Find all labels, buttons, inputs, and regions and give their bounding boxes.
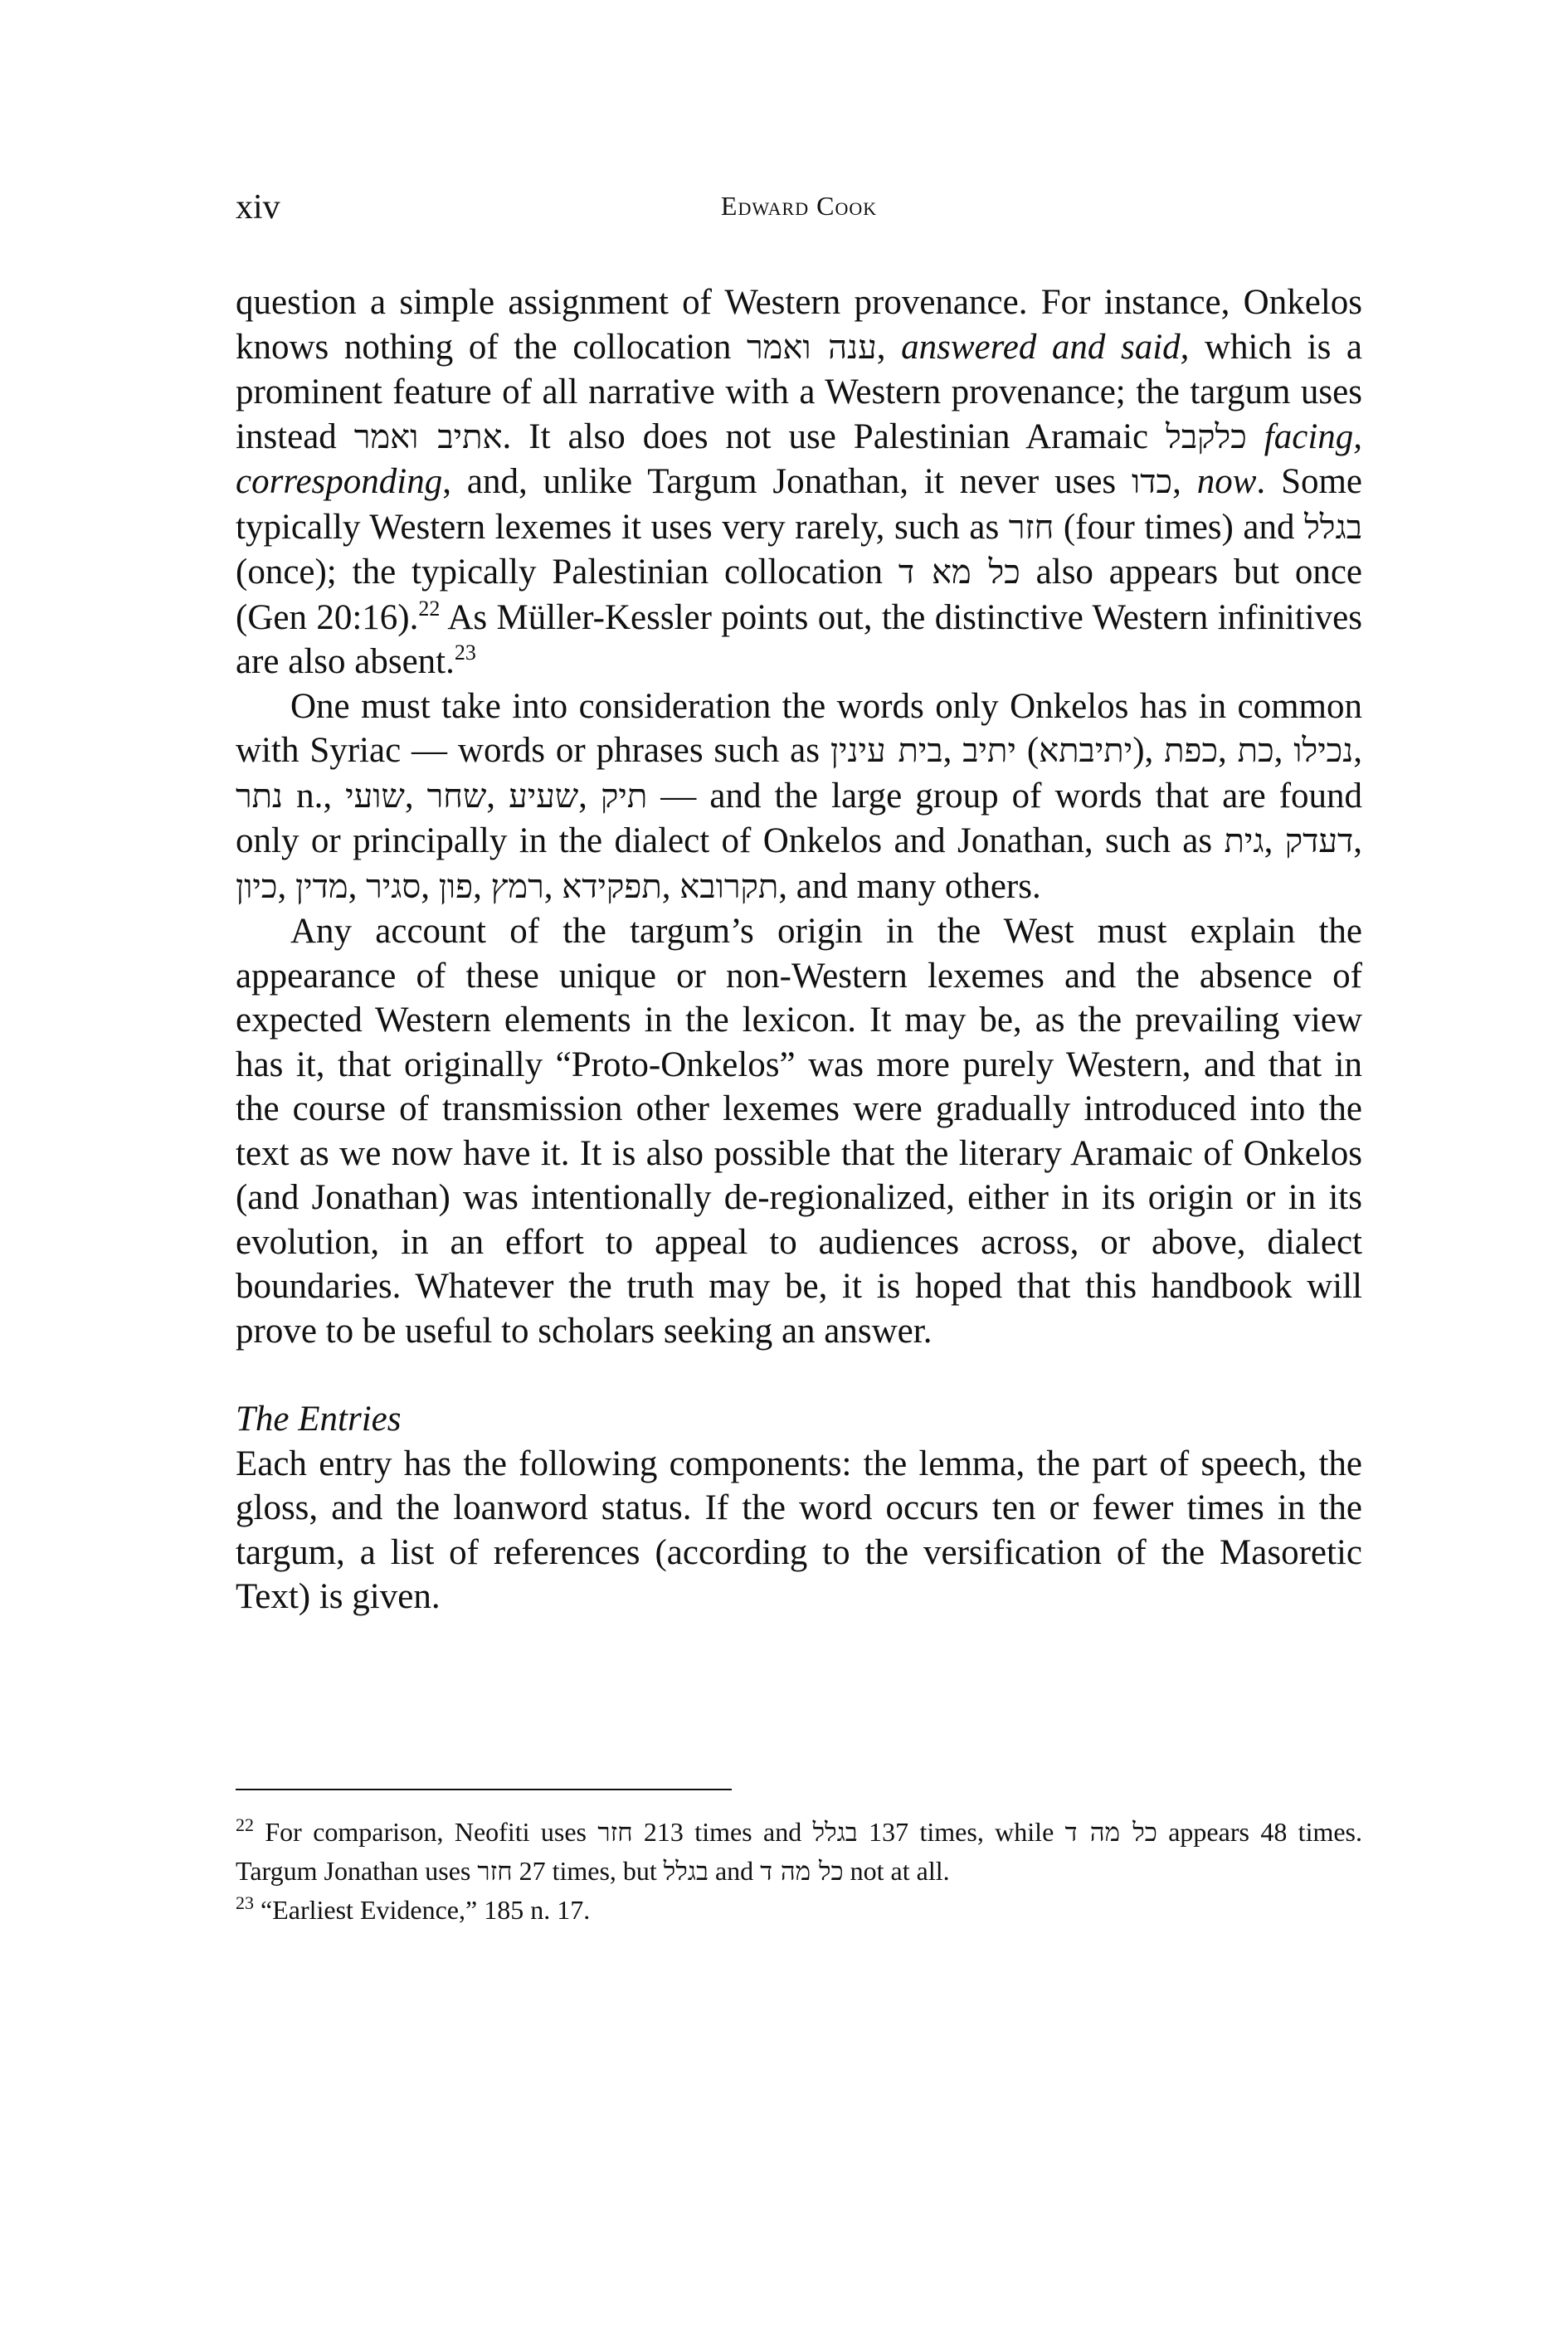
- hebrew-term: סגיר: [366, 867, 421, 906]
- hebrew-term: כל מא ד: [898, 553, 1020, 592]
- text-span: . Some typically Western lexemes it uses very rarely, such as: [236, 462, 1363, 547]
- hebrew-term: אתיב ואמר: [353, 417, 503, 456]
- text-span: — and the large group of words that are found only or principally in the dialect of Onkelos and Jonathan, such as: [236, 776, 1363, 860]
- text-span: (once); the typically Palestinian collocation: [236, 553, 898, 592]
- hebrew-term: בגלל: [812, 1818, 858, 1848]
- hebrew-term: כל מה ד: [1064, 1818, 1157, 1848]
- text-span: ,: [421, 866, 439, 906]
- text-span: ,: [942, 731, 963, 770]
- footnote-number: 23: [236, 1892, 254, 1913]
- hebrew-term: כפת: [1164, 732, 1219, 770]
- hebrew-term: נכילו: [1293, 732, 1354, 770]
- running-title: Edward Cook: [720, 191, 878, 221]
- body-text: [236, 280, 1362, 1619]
- hebrew-term: רמץ: [490, 867, 544, 906]
- hebrew-term: תיק: [600, 777, 648, 816]
- gloss: facing, corresponding: [236, 416, 1363, 501]
- hebrew-term: ענה ואמר: [746, 328, 877, 367]
- hebrew-term: כיון: [236, 867, 278, 906]
- hebrew-term: בגלל: [663, 1857, 709, 1887]
- hebrew-term: שועי: [345, 777, 405, 816]
- text-span: ,: [473, 866, 491, 906]
- text-span: . It also does not use Palestinian Aramaic: [502, 416, 1166, 456]
- text-span: n.,: [283, 776, 346, 816]
- text-span: also appears but once (Gen 20:16).: [236, 553, 1362, 637]
- hebrew-term: גית: [1224, 822, 1264, 860]
- text-span: not at all.: [843, 1856, 950, 1886]
- text-span: ,: [348, 866, 367, 906]
- paragraph-provenance: [236, 280, 1362, 684]
- text-span: One must take into consideration the words only Onkelos has in common with Syriac — words or phrases such as: [236, 686, 1362, 770]
- text-span: ,: [876, 327, 902, 367]
- hebrew-term: חזר: [477, 1857, 513, 1887]
- hebrew-term: בגלל: [1304, 508, 1362, 547]
- text-span: ,: [1172, 462, 1197, 501]
- hebrew-term: תקרובא: [679, 867, 779, 906]
- paragraph-origin: Any account of the targum’s origin in the West must explain the appearance of these unique or non-Western lexemes and the absence of expected Western elements in the lexicon. It may be, as the prevailing view has it, that originally “Proto-Onkelos” was more purely Western, and that in the course of transmission other lexemes were gradually introduced into the text as we now have it. It is also possible that the literary Aramaic of Onkelos (and Jonathan) was intentionally de-regionalized, either in its origin or in its evolution, in an effort to appeal to audiences across, or above, dialect boundaries. Whatever the truth may be, it is hoped that this handbook will prove to be useful to scholars seeking an answer.: [236, 912, 1362, 1351]
- hebrew-term: מדין: [295, 867, 348, 906]
- hebrew-term: כדו: [1132, 463, 1173, 501]
- text-span: ,: [1264, 821, 1285, 860]
- hebrew-term: שעיע: [509, 777, 579, 816]
- text-span: “Earliest Evidence,” 185 n. 17.: [254, 1895, 591, 1925]
- text-span: [1247, 417, 1264, 456]
- text-span: 137 times, while: [857, 1817, 1065, 1847]
- text-span: ,: [578, 776, 601, 816]
- text-span: and: [708, 1856, 761, 1886]
- running-head: [236, 187, 1362, 237]
- footnote-separator: [236, 1789, 732, 1790]
- hebrew-term: חזר: [1008, 508, 1054, 547]
- gloss: answered and said,: [901, 327, 1190, 367]
- hebrew-term: יתיבתא: [1039, 732, 1133, 770]
- text-span: ,: [1218, 731, 1238, 770]
- paragraph-entries: Each entry has the following components: the lemma, the part of speech, the gloss, and the loanword status. If the word occurs ten or fewer times in the targum, a list of references (according to the versification of the Masoretic Text) is given.: [236, 1444, 1362, 1616]
- footnotes: [236, 1813, 1362, 1929]
- hebrew-term: יתיב: [962, 732, 1016, 770]
- hebrew-term: שחר: [426, 777, 487, 816]
- footnote-23: [236, 1891, 1362, 1929]
- footnote-22: [236, 1813, 1362, 1891]
- text-span: ,: [661, 866, 680, 906]
- section-heading: The Entries: [236, 1400, 402, 1439]
- hebrew-term: תפקידא: [562, 867, 662, 906]
- text-span: ,: [1353, 821, 1362, 860]
- hebrew-term: בית עינין: [830, 732, 943, 770]
- hebrew-term: פון: [438, 867, 474, 906]
- text-span: , and many others.: [778, 866, 1041, 906]
- text-span: For comparison, Neofiti uses: [254, 1817, 598, 1847]
- hebrew-term: נתר: [236, 777, 284, 816]
- text-span: (: [1015, 731, 1040, 770]
- text-span: ,: [486, 776, 509, 816]
- paragraph-syriac: [236, 684, 1362, 910]
- text-span: ,: [277, 866, 295, 906]
- text-span: 213 times and: [632, 1817, 813, 1847]
- gloss: now: [1196, 462, 1257, 501]
- text-span: which is a prominent feature of all narrative with a Western provenance; the targum uses instead: [236, 327, 1362, 456]
- hebrew-term: דעדק: [1284, 822, 1354, 860]
- text-span: As Müller-Kessler points out, the distinctive Western infinitives are also absent.: [236, 597, 1362, 681]
- footnote-number: 22: [236, 1814, 254, 1835]
- footnote-ref-23[interactable]: 23: [454, 640, 476, 665]
- hebrew-term: כת: [1237, 732, 1274, 770]
- text-span: appears 48 times. Targum Jonathan uses: [236, 1817, 1363, 1886]
- text-span: 27 times, but: [512, 1856, 664, 1886]
- hebrew-term: חזר: [597, 1818, 633, 1848]
- text-span: ,: [543, 866, 562, 906]
- page-number: xiv: [236, 188, 280, 226]
- hebrew-term: כלקבל: [1166, 417, 1247, 456]
- text-span: , and, unlike Targum Jonathan, it never uses: [442, 462, 1132, 501]
- text-span: ,: [1273, 731, 1294, 770]
- text-span: (four times) and: [1054, 507, 1305, 547]
- text-span: question a simple assignment of Western provenance. For instance, Onkelos knows nothing of the collocation: [236, 283, 1362, 367]
- text-span: ,: [404, 776, 427, 816]
- footnote-ref-22[interactable]: 22: [418, 596, 441, 621]
- text-span: ,: [1353, 731, 1362, 770]
- hebrew-term: כל מה ד: [760, 1857, 844, 1887]
- text-span: ),: [1132, 731, 1165, 770]
